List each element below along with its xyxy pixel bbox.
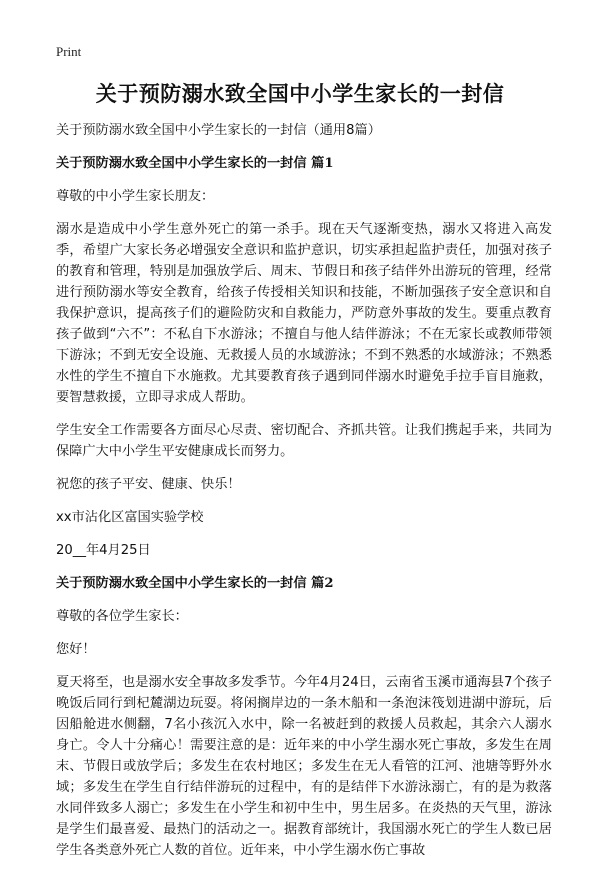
paragraph-1-2: 学生安全工作需要各方面尽心尽责、密切配合、齐抓共管。让我们携起手来，共同为保障广大中小学生平安健康成长而努力。	[56, 423, 552, 459]
salutation-2: 您好！	[56, 642, 96, 657]
paragraph-1-3: 祝您的孩子平安、健康、快乐！	[56, 477, 241, 492]
greeting-2: 尊敬的各位学生家长：	[56, 609, 188, 624]
document-subtitle: 关于预防溺水致全国中小学生家长的一封信（通用8篇）	[56, 123, 381, 138]
document-title: 关于预防溺水致全国中小学生家长的一封信	[95, 82, 505, 106]
section-heading-1: 关于预防溺水致全国中小学生家长的一封信 篇1	[56, 156, 334, 171]
paragraph-1-1: 溺水是造成中小学生意外死亡的第一杀手。现在天气逐渐变热，溺水又将进入高发季，希望广大家长务必增强安全意识和监护意识，切实承担起监护责任，加强对孩子的教育和管理，特别是加强放学后、周末、节假日和孩子结伴外出游玩的管理，经常进行预防溺水等安全教育，给孩子传授相关知识和技能，不断加强孩子安全意识和自我保护意识，提高孩子们的避险防灾和自救能力，严防意外事故的发生。要重点教育孩子做到“六不”：不私自下水游泳；不擅自与他人结伴游泳；不在无家长或教师带领下游泳；不到无安全设施、无救援人员的水域游泳；不到不熟悉的水域游泳；不熟悉水性的学生不擅自下水施救。尤其要教育孩子遇到同伴溺水时避免手拉手盲目施救，要智慧救援，立即寻求成人帮助。	[56, 222, 552, 405]
paragraph-2-1: 夏天将至，也是溺水安全事故多发季节。今年4月24日，云南省玉溪市通海县7个孩子晚饭后同行到杞麓湖边玩耍。将闲搁岸边的一条木船和一条泡沫筏划进湖中游玩，后因船舱进水侧翻，7名小孩沉入水中，除一名被赶到的救援人员救起，其余六人溺水身亡。令人十分痛心！需要注意的是：近年来的中小学生溺水死亡事故，多发生在周末、节假日或放学后；多发生在农村地区；多发生在无人看管的江河、池塘等野外水域；多发生在学生自行结伴游玩的过程中，有的是结伴下水游泳溺亡，有的是为救落水同伴致多人溺亡；多发生在小学生和初中生中，男生居多。在炎热的天气里，游泳是学生们最喜爱、最热门的活动之一。据教育部统计，我国溺水死亡的学生人数已居学生各类意外死亡人数的首位。近年来，中小学生溺水伤亡事故	[56, 675, 552, 858]
signature-school: xx市沾化区富国实验学校	[56, 510, 204, 525]
greeting-1: 尊敬的中小学生家长朋友：	[56, 189, 215, 204]
document-body	[56, 120, 552, 873]
signature-date: 20__年4月25日	[56, 543, 151, 558]
section-heading-2: 关于预防溺水致全国中小学生家长的一封信 篇2	[56, 576, 334, 591]
print-label: Print	[56, 44, 82, 59]
